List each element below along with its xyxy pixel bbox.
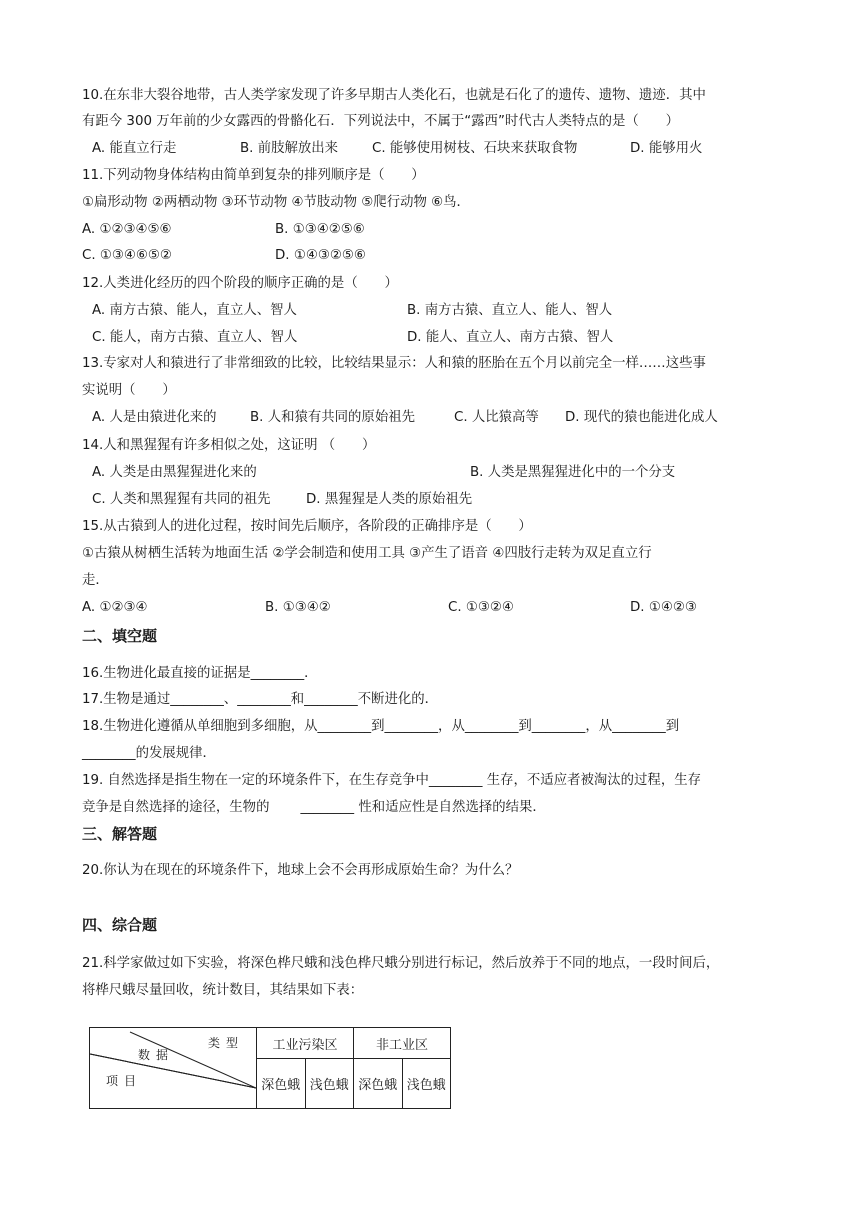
- q20: 20.你认为在现在的环境条件下，地球上会不会再形成原始生命？为什么？: [82, 863, 519, 878]
- q13-option-c: C. 人比猿高等: [454, 410, 539, 425]
- diag-label-item: 项目: [106, 1074, 143, 1088]
- q10-option-a: A. 能直立行走: [92, 141, 177, 156]
- q18-line1: 18.生物进化遵循从单细胞到多细胞，从________到________，从________到________，从________到: [82, 719, 680, 734]
- subcol-dark-2: 深色蛾: [354, 1059, 403, 1109]
- q14-option-c: C. 人类和黑猩猩有共同的祖先: [92, 492, 271, 507]
- q12-option-b: B. 南方古猿、直立人、能人、智人: [407, 303, 613, 318]
- q12-option-c: C. 能人，南方古猿、直立人、智人: [92, 330, 298, 345]
- q11-option-c: C. ①③④⑥⑤②: [82, 248, 172, 263]
- q14-option-d: D. 黑猩猩是人类的原始祖先: [306, 492, 473, 507]
- q10-option-b: B. 前肢解放出来: [240, 141, 339, 156]
- q18-line2: ________的发展规律．: [82, 746, 216, 761]
- q14-stem: 14.人和黑猩猩有许多相似之处，这证明 （ ）: [82, 438, 376, 453]
- q21-line1: 21.科学家做过如下实验，将深色桦尺蛾和浅色桦尺蛾分别进行标记，然后放养于不同的地点，一段时间后，: [82, 956, 720, 971]
- q10-option-d: D. 能够用火: [630, 141, 703, 156]
- q13-option-b: B. 人和猿有共同的原始祖先: [250, 410, 415, 425]
- subcol-dark-1: 深色蛾: [257, 1059, 306, 1109]
- q16: 16.生物进化最直接的证据是________．: [82, 666, 318, 681]
- q21-line2: 将桦尺蛾尽量回收，统计数目，其结果如下表：: [82, 983, 364, 998]
- diag-label-type: 类型: [208, 1036, 245, 1050]
- q13-line2: 实说明（ ）: [82, 383, 176, 398]
- q15-items-line2: 走．: [82, 573, 109, 588]
- q15-items-line1: ①古猿从树栖生活转为地面生活 ②学会制造和使用工具 ③产生了语音 ④四肢行走转为双足直立行: [82, 546, 652, 561]
- diag-label-data: 数据: [138, 1048, 175, 1062]
- q13-option-d: D. 现代的猿也能进化成人: [565, 410, 718, 425]
- q11-option-b: B. ①③④②⑤⑥: [275, 222, 365, 237]
- subcol-light-1: 浅色蛾: [305, 1059, 354, 1109]
- q14-option-b: B. 人类是黑猩猩进化中的一个分支: [470, 465, 676, 480]
- q11-stem: 11.下列动物身体结构由简单到复杂的排列顺序是（ ）: [82, 168, 425, 183]
- q12-stem: 12.人类进化经历的四个阶段的顺序正确的是（ ）: [82, 276, 398, 291]
- q13-line1: 13.专家对人和猿进行了非常细致的比较，比较结果显示：人和猿的胚胎在五个月以前完全一样……这些事: [82, 356, 706, 371]
- moth-data-table: [89, 1027, 451, 1109]
- group-header-nonindustrial: 非工业区: [354, 1028, 451, 1059]
- q11-option-d: D. ①④③②⑤⑥: [275, 248, 366, 263]
- q15-option-a: A. ①②③④: [82, 600, 148, 615]
- q11-items: ①扁形动物 ②两栖动物 ③环节动物 ④节肢动物 ⑤爬行动物 ⑥鸟．: [82, 195, 470, 210]
- subcol-light-2: 浅色蛾: [402, 1059, 451, 1109]
- q10-option-c: C. 能够使用树枝、石块来获取食物: [372, 141, 578, 156]
- q11-option-a: A. ①②③④⑤⑥: [82, 222, 172, 237]
- q10-line1: 10.在东非大裂谷地带，古人类学家发现了许多早期古人类化石，也就是石化了的遗传、遗物、遗迹．其中: [82, 88, 706, 103]
- q10-line2: 有距今 300 万年前的少女露西的骨骼化石．下列说法中，不属于“露西”时代古人类特点的是（ ）: [82, 114, 679, 129]
- q17: 17.生物是通过________、________和________不断进化的．: [82, 692, 439, 707]
- q15-stem: 15.从古猿到人的进化过程，按时间先后顺序，各阶段的正确排序是（ ）: [82, 519, 532, 534]
- q19-line1: 19. 自然选择是指生物在一定的环境条件下，在生存竞争中________ 生存，不适应者被淘汰的过程，生存: [82, 773, 701, 788]
- q12-option-d: D. 能人、直立人、南方古猿、智人: [407, 330, 614, 345]
- q19-line2: 竞争是自然选择的途径，生物的 ________ 性和适应性是自然选择的结果．: [82, 800, 546, 815]
- q15-option-c: C. ①③②④: [448, 600, 514, 615]
- section-answer-title: 三、解答题: [82, 825, 158, 843]
- q15-option-b: B. ①③④②: [265, 600, 331, 615]
- q15-option-d: D. ①④②③: [630, 600, 697, 615]
- q12-option-a: A. 南方古猿、能人，直立人、智人: [92, 303, 297, 318]
- diagonal-header-cell: [90, 1028, 257, 1109]
- group-header-polluted: 工业污染区: [257, 1028, 354, 1059]
- section-comprehensive-title: 四、综合题: [82, 916, 158, 934]
- section-fill-in-title: 二、填空题: [82, 627, 158, 645]
- q13-option-a: A. 人是由猿进化来的: [92, 410, 217, 425]
- q14-option-a: A. 人类是由黑猩猩进化来的: [92, 465, 257, 480]
